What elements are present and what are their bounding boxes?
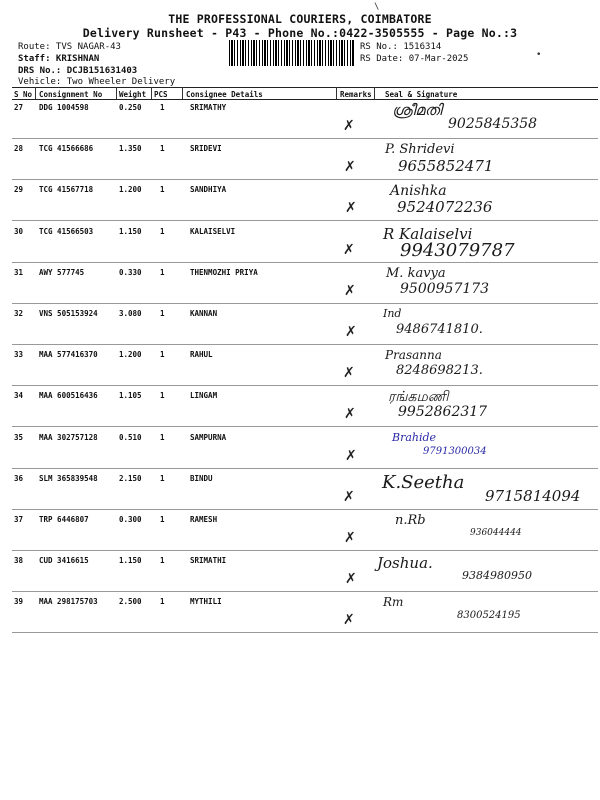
row-pcs: 1 <box>160 226 165 236</box>
row-sno: 37 <box>14 515 24 524</box>
remarks-check-mark: ✗ <box>345 447 357 464</box>
row-pcs: 1 <box>160 473 165 483</box>
row-divider <box>12 303 598 304</box>
row-pcs: 1 <box>160 144 165 154</box>
header-bottom-rule <box>12 99 598 100</box>
rs-date: RS Date: 07-Mar-2025 <box>360 54 469 64</box>
row-sno: 28 <box>14 144 24 154</box>
remarks-check-mark: ✗ <box>344 530 356 546</box>
row-signature-phone: 9384980950 <box>462 569 532 583</box>
row-consignee: SRIDEVI <box>190 144 222 154</box>
row-weight: 3.080 <box>119 309 142 318</box>
row-weight: 1.150 <box>119 556 142 566</box>
row-pcs: 1 <box>160 103 165 112</box>
row-consignee: SANDHIYA <box>190 185 227 195</box>
row-consignee: RAHUL <box>190 350 213 360</box>
col-divider <box>35 87 36 99</box>
rs-number: RS No.: 1516314 <box>360 42 442 52</box>
row-weight: 0.300 <box>119 515 142 524</box>
row-pcs: 1 <box>160 309 165 318</box>
drs-label: DRS No.: DCJB151631403 <box>18 66 138 76</box>
col-header-consignee: Consignee Details <box>186 90 263 99</box>
route-label: Route: TVS NAGAR-43 <box>18 42 121 52</box>
remarks-check-mark: ✗ <box>343 612 355 629</box>
corner-tick-mark: \ <box>374 2 380 12</box>
row-signature-phone: 9952862317 <box>398 404 488 421</box>
row-pcs: 1 <box>160 267 165 277</box>
row-signature-phone: 9524072236 <box>397 198 493 217</box>
company-title: THE PROFESSIONAL COURIERS, COIMBATORE <box>168 12 432 26</box>
col-header-sno: S No <box>14 90 33 99</box>
row-consignment-no: DDG 1004598 <box>39 103 89 112</box>
row-consignment-no: MAA 577416370 <box>39 350 98 360</box>
remarks-check-mark: ✗ <box>345 571 357 588</box>
row-pcs: 1 <box>160 350 165 360</box>
row-pcs: 1 <box>160 556 165 566</box>
row-consignment-no: CUD 3416615 <box>39 556 89 566</box>
row-consignment-no: TCG 41566503 <box>39 226 94 236</box>
row-sno: 35 <box>14 432 24 442</box>
remarks-check-mark: ✗ <box>343 488 355 505</box>
row-weight: 2.500 <box>119 597 142 607</box>
row-consignee: LINGAM <box>190 391 218 401</box>
row-sno: 29 <box>14 185 24 195</box>
col-header-pcs: PCS <box>154 90 168 99</box>
row-weight: 0.510 <box>119 432 142 442</box>
row-consignment-no: TRP 6446807 <box>39 515 89 524</box>
row-pcs: 1 <box>160 185 165 195</box>
row-weight: 1.200 <box>119 350 142 360</box>
row-signature-phone: 936044444 <box>470 528 522 538</box>
row-signature: Ind <box>383 307 402 320</box>
row-signature-phone: 8248698213. <box>396 363 483 379</box>
row-signature: Rm <box>383 595 404 610</box>
row-consignment-no: AWY 577745 <box>39 267 85 277</box>
remarks-check-mark: ✗ <box>345 200 357 217</box>
row-signature-phone: 9025845358 <box>448 116 538 132</box>
row-consignment-no: SLM 365839548 <box>39 473 98 483</box>
row-signature: Prasanna <box>385 348 442 363</box>
row-signature: ரங்கமணி <box>388 389 449 406</box>
row-pcs: 1 <box>160 391 165 401</box>
col-header-weight: Weight <box>119 90 147 99</box>
row-signature: Brahide <box>392 430 437 444</box>
row-weight: 1.150 <box>119 226 142 236</box>
row-weight: 0.250 <box>119 103 142 112</box>
row-divider <box>12 591 598 592</box>
col-divider <box>374 87 375 99</box>
row-signature: P. Shridevi <box>385 142 455 158</box>
row-consignee: SRIMATHI <box>190 556 227 566</box>
row-weight: 0.330 <box>119 267 142 277</box>
col-header-remarks: Remarks <box>340 90 372 99</box>
row-pcs: 1 <box>160 432 165 442</box>
row-divider <box>12 632 598 633</box>
row-consignment-no: TCG 41567718 <box>39 185 94 195</box>
row-consignee: SRIMATHY <box>190 103 227 112</box>
remarks-check-mark: ✗ <box>344 159 356 176</box>
col-divider <box>182 87 183 99</box>
row-sno: 33 <box>14 350 24 360</box>
row-sno: 31 <box>14 267 24 277</box>
row-signature-phone: 9791300034 <box>423 445 487 457</box>
row-weight: 1.105 <box>119 391 142 401</box>
row-consignee: THENMOZHI PRIYA <box>190 267 258 277</box>
remarks-check-mark: ✗ <box>344 406 356 423</box>
row-divider <box>12 179 598 180</box>
dot-mark: • <box>536 50 542 60</box>
row-consignment-no: MAA 298175703 <box>39 597 98 607</box>
row-consignee: MYTHILI <box>190 597 222 607</box>
row-consignee: RAMESH <box>190 515 218 524</box>
row-signature-phone: 9486741810. <box>396 322 483 337</box>
row-consignee: SAMPURNA <box>190 432 227 442</box>
row-divider <box>12 262 598 263</box>
barcode <box>229 40 354 66</box>
row-signature: M. kavya <box>386 265 446 281</box>
col-header-consignment: Consignment No <box>39 90 103 99</box>
row-divider <box>12 138 598 139</box>
row-consignment-no: MAA 600516436 <box>39 391 98 401</box>
row-divider <box>12 344 598 345</box>
row-signature: ശ്രീമതി <box>392 101 442 119</box>
col-divider <box>116 87 117 99</box>
row-divider <box>12 385 598 386</box>
row-divider <box>12 220 598 221</box>
runsheet-title: Delivery Runsheet - P43 - Phone No.:0422-3505555 - Page No.:3 <box>82 26 518 40</box>
row-signature: Joshua. <box>377 554 433 573</box>
row-consignment-no: MAA 302757128 <box>39 432 98 442</box>
row-weight: 2.150 <box>119 473 142 483</box>
row-consignee: KALAISELVI <box>190 226 236 236</box>
col-header-seal-signature: Seal & Signature <box>385 90 458 99</box>
row-sno: 30 <box>14 226 24 236</box>
row-signature-phone: 9715814094 <box>485 486 581 505</box>
row-consignee: BINDU <box>190 473 213 483</box>
row-weight: 1.200 <box>119 185 142 195</box>
remarks-check-mark: ✗ <box>345 324 357 340</box>
row-sno: 32 <box>14 309 24 318</box>
row-signature-phone: 9943079787 <box>400 239 515 261</box>
row-divider <box>12 426 598 427</box>
row-consignee: KANNAN <box>190 309 218 318</box>
row-sno: 38 <box>14 556 24 566</box>
row-signature-phone: 9500957173 <box>400 280 490 297</box>
row-pcs: 1 <box>160 515 165 524</box>
row-sno: 34 <box>14 391 24 401</box>
remarks-check-mark: ✗ <box>343 241 355 258</box>
row-sno: 36 <box>14 473 24 483</box>
remarks-check-mark: ✗ <box>343 118 355 134</box>
row-signature-phone: 9655852471 <box>398 157 494 176</box>
vehicle-label: Vehicle: Two Wheeler Delivery <box>18 77 176 87</box>
staff-label: Staff: KRISHNAN <box>18 54 100 64</box>
row-weight: 1.350 <box>119 144 142 154</box>
col-divider <box>151 87 152 99</box>
row-divider <box>12 509 598 510</box>
row-sno: 39 <box>14 597 24 607</box>
row-signature: K.Seetha <box>382 471 465 493</box>
col-divider <box>336 87 337 99</box>
row-signature: R Kalaiselvi <box>383 224 473 243</box>
row-divider <box>12 550 598 551</box>
row-signature: n.Rb <box>395 513 426 528</box>
row-divider <box>12 468 598 469</box>
row-pcs: 1 <box>160 597 165 607</box>
remarks-check-mark: ✗ <box>343 365 355 382</box>
remarks-check-mark: ✗ <box>344 282 356 299</box>
row-consignment-no: VNS 505153924 <box>39 309 98 318</box>
row-signature: Anishka <box>390 183 447 200</box>
header-top-rule <box>12 87 598 88</box>
row-consignment-no: TCG 41566686 <box>39 144 94 154</box>
row-signature-phone: 8300524195 <box>457 610 521 622</box>
row-sno: 27 <box>14 103 24 112</box>
